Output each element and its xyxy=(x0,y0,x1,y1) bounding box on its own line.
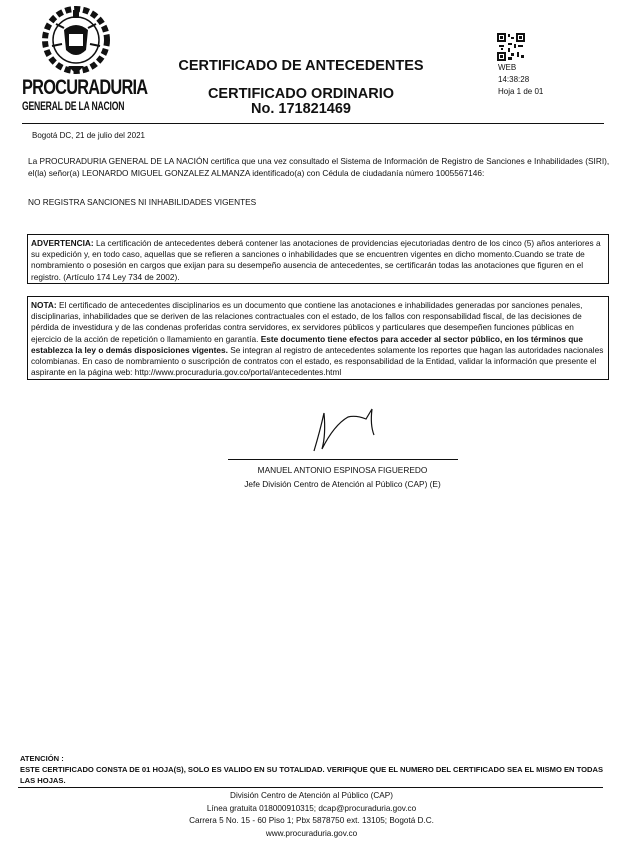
channel: WEB xyxy=(498,63,517,72)
advertencia-box xyxy=(27,234,609,284)
page-count: Hoja 1 de 01 xyxy=(498,87,544,96)
attention-text: ESTE CERTIFICADO CONSTA DE 01 HOJA(S), SOLO ES VALIDO EN SU TOTALIDAD. VERIFIQUE QUE EL NUMERO DEL CERTIFICADO SEA EL MISMO EN TODAS LAS HOJAS. xyxy=(20,765,604,785)
signature-icon xyxy=(300,405,390,455)
certificate-type: CERTIFICADO ORDINARIO xyxy=(207,86,395,102)
signature-line xyxy=(228,459,458,460)
nota-box xyxy=(27,296,609,380)
header-divider xyxy=(22,123,604,124)
attention-notice xyxy=(20,753,605,786)
signer-role: Jefe División Centro de Atención al Público (CAP) (E) xyxy=(244,479,441,489)
signer-name: MANUEL ANTONIO ESPINOSA FIGUEREDO xyxy=(257,465,428,475)
document-subtitle xyxy=(160,87,442,117)
advertencia-text: La certificación de antecedentes deberá contener las anotaciones de providencias ejecutoriadas dentro de los cinco (5) años anteriores a su expedición y, en todo caso, aquellas que se refieren a sanciones o inhabilidades que se encuentren vigentes en dicho momento.Cuando se trate de nombramiento o posesión en cargos que exijan para su desempeño ausencia de antecedentes, se certificarán todas las anotaciones que figuren en el registro. (Artículo 174 Ley 734 de 2002). xyxy=(31,238,601,282)
nota-text: El certificado de antecedentes disciplinarios es un documento que contiene las anotaciones e inhabilidades generadas por sanciones penales, disciplinarias, inhabilidades que se deriven de las relaciones contractuales con el estado, de los fallos con responsabilidad fiscal, de las decisiones de pérdida de investidura y de las condenas proferidas contra servidores, ex servidores públicos y particulares que desempeñen funciones públicas en ejercicio de la acción de repetición o llamamiento en garantía. xyxy=(31,300,583,344)
nota-label: NOTA: xyxy=(31,300,57,310)
intro-paragraph: La PROCURADURIA GENERAL DE LA NACIÓN certifica que una vez consultado el Sistema de Información de Registro de Sanciones e Inhabilidades (SIRI), el(la) señor(a) LEONARDO MIGUEL GONZALEZ ALMANZA identificado(a) con Cédula de ciudadanía número 1005567146: xyxy=(28,156,610,178)
footer-website: www.procuraduria.gov.co xyxy=(265,828,358,838)
footer xyxy=(150,790,473,840)
footer-divider xyxy=(18,787,603,788)
footer-office: División Centro de Atención al Público (CAP) xyxy=(230,791,393,800)
logo-subtext: GENERAL DE LA NACION xyxy=(22,99,125,113)
issue-time: 14:38:28 xyxy=(498,75,530,84)
document-title: CERTIFICADO DE ANTECEDENTES xyxy=(178,58,424,74)
certificate-meta xyxy=(498,62,543,98)
footer-contact: Línea gratuita 018000910315; dcap@procuraduria.gov.co xyxy=(206,803,417,813)
footer-address: Carrera 5 No. 15 - 60 Piso 1; Pbx 5878750 ext. 13105; Bogotá D.C. xyxy=(189,816,434,826)
advertencia-label: ADVERTENCIA: xyxy=(31,238,94,248)
attention-label: ATENCIÓN : xyxy=(20,754,64,763)
nota-text-continued: Se integran al registro de antecedentes solamente los reportes que hagan las autoridades nacionales colombianas. En caso de nombramiento o suscripción de contratos con el estado, es responsabilidad de la Entidad, validar la información que presente el aspirante en la página web: http://www.procuraduria.gov.co/portal/antecedentes.html xyxy=(31,344,604,378)
coat-of-arms-icon xyxy=(42,6,110,78)
result-statement: NO REGISTRA SANCIONES NI INHABILIDADES VIGENTES xyxy=(28,197,257,207)
issue-date: Bogotá DC, 21 de julio del 2021 xyxy=(32,131,145,140)
certificate-number: No. 171821469 xyxy=(251,101,351,117)
procuraduria-logo xyxy=(22,6,148,116)
logo-wordmark: PROCURADURIA xyxy=(22,76,148,99)
qr-code-icon xyxy=(497,33,525,61)
nota-bold-text: Este documento tiene efectos para acceder al sector público, en los términos que establezca la ley o demás disposiciones vigentes. xyxy=(31,333,583,355)
